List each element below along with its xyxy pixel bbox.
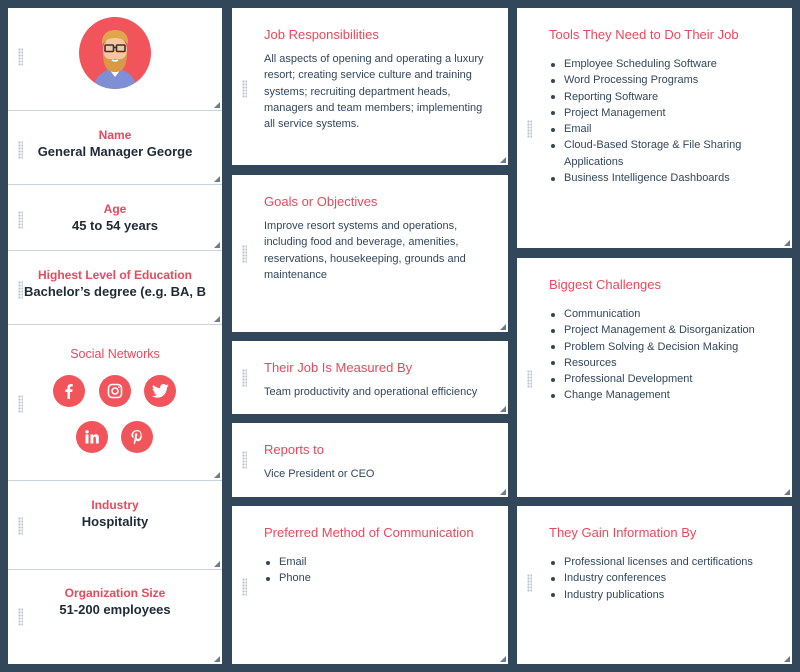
list-item: Professional Development (549, 371, 782, 387)
reports-to-card (232, 423, 508, 497)
resize-handle[interactable] (214, 242, 220, 248)
resize-handle[interactable] (214, 102, 220, 108)
name-section (8, 111, 222, 185)
industry-section (8, 481, 222, 570)
communication-list (264, 554, 498, 587)
list-item: Email (264, 554, 498, 570)
resize-handle[interactable] (500, 489, 506, 495)
education-label: Highest Level of Education (37, 268, 193, 282)
twitter-icon[interactable] (144, 375, 176, 407)
resize-handle[interactable] (214, 656, 220, 662)
communication-card (232, 506, 508, 664)
job-responsibilities-title: Job Responsibilities (264, 27, 379, 42)
drag-handle[interactable] (527, 574, 532, 592)
avatar[interactable] (79, 17, 151, 89)
challenges-title: Biggest Challenges (549, 277, 662, 292)
drag-handle[interactable] (242, 369, 247, 387)
goals-text: Improve resort systems and operations, including food and beverage, amenities, reservations, housekeeping, grounds and maintenance (264, 220, 466, 281)
industry-label: Industry (91, 498, 139, 512)
tools-list (549, 56, 782, 186)
drag-handle[interactable] (242, 245, 247, 263)
list-item: Change Management (549, 387, 782, 403)
drag-handle[interactable] (242, 451, 247, 469)
pinterest-icon[interactable] (121, 421, 153, 453)
challenges-card (517, 258, 792, 497)
facebook-icon[interactable] (53, 375, 85, 407)
list-item: Word Processing Programs (549, 72, 782, 88)
list-item: Industry publications (549, 587, 782, 603)
resize-handle[interactable] (784, 240, 790, 246)
job-responsibilities-text: All aspects of opening and operating a luxury resort; creating service culture and training systems; recruiting department heads, managers and team members; implementing all service systems. (264, 53, 484, 131)
list-item: Phone (264, 570, 498, 586)
drag-handle[interactable] (18, 395, 23, 413)
drag-handle[interactable] (18, 281, 23, 299)
organization-size-section (8, 570, 222, 664)
list-item: Project Management & Disorganization (549, 322, 782, 338)
resize-handle[interactable] (214, 316, 220, 322)
resize-handle[interactable] (214, 176, 220, 182)
linkedin-icon[interactable] (76, 421, 108, 453)
reports-to-title: Reports to (264, 442, 324, 457)
info-sources-list (549, 554, 782, 603)
list-item: Problem Solving & Decision Making (549, 339, 782, 355)
challenges-list (549, 306, 782, 404)
drag-handle[interactable] (527, 120, 532, 138)
name-label: Name (98, 128, 132, 142)
drag-handle[interactable] (18, 517, 23, 535)
drag-handle[interactable] (18, 608, 23, 626)
list-item: Resources (549, 355, 782, 371)
resize-handle[interactable] (500, 157, 506, 163)
goals-card (232, 175, 508, 332)
goals-title: Goals or Objectives (264, 194, 378, 209)
social-networks-section (8, 325, 222, 481)
measured-by-card (232, 341, 508, 414)
list-item: Business Intelligence Dashboards (549, 170, 782, 186)
resize-handle[interactable] (784, 489, 790, 495)
education-value: Bachelor’s degree (e.g. BA, B (23, 284, 207, 299)
measured-by-title: Their Job Is Measured By (264, 360, 413, 375)
age-value: 45 to 54 years (71, 218, 158, 233)
tools-title: Tools They Need to Do Their Job (549, 27, 739, 42)
drag-handle[interactable] (18, 48, 23, 66)
resize-handle[interactable] (214, 561, 220, 567)
age-label: Age (103, 202, 127, 216)
drag-handle[interactable] (242, 578, 247, 596)
instagram-icon[interactable] (99, 375, 131, 407)
reports-to-text: Vice President or CEO (264, 468, 375, 480)
george-avatar-icon (79, 17, 151, 89)
resize-handle[interactable] (214, 472, 220, 478)
drag-handle[interactable] (527, 370, 532, 388)
education-section (8, 251, 222, 325)
resize-handle[interactable] (500, 406, 506, 412)
organization-size-label: Organization Size (64, 586, 166, 600)
list-item: Reporting Software (549, 89, 782, 105)
resize-handle[interactable] (784, 656, 790, 662)
list-item: Project Management (549, 105, 782, 121)
communication-title: Preferred Method of Communication (264, 525, 474, 540)
tools-card (517, 8, 792, 248)
list-item: Cloud-Based Storage & File Sharing Applications (549, 137, 782, 170)
social-networks-label: Social Networks (70, 347, 160, 361)
list-item: Professional licenses and certifications (549, 554, 782, 570)
list-item: Industry conferences (549, 570, 782, 586)
drag-handle[interactable] (242, 80, 247, 98)
list-item: Communication (549, 306, 782, 322)
resize-handle[interactable] (500, 324, 506, 330)
organization-size-value: 51-200 employees (59, 602, 171, 617)
drag-handle[interactable] (18, 141, 23, 159)
list-item: Email (549, 121, 782, 137)
drag-handle[interactable] (18, 211, 23, 229)
age-section (8, 185, 222, 251)
job-responsibilities-card (232, 8, 508, 165)
measured-by-text: Team productivity and operational efficiency (264, 386, 478, 398)
resize-handle[interactable] (500, 656, 506, 662)
name-value: General Manager George (37, 144, 193, 159)
persona-profile-card (8, 8, 222, 664)
info-sources-title: They Gain Information By (549, 525, 697, 540)
avatar-section (8, 8, 222, 111)
info-sources-card (517, 506, 792, 664)
list-item: Employee Scheduling Software (549, 56, 782, 72)
industry-value: Hospitality (81, 514, 149, 529)
